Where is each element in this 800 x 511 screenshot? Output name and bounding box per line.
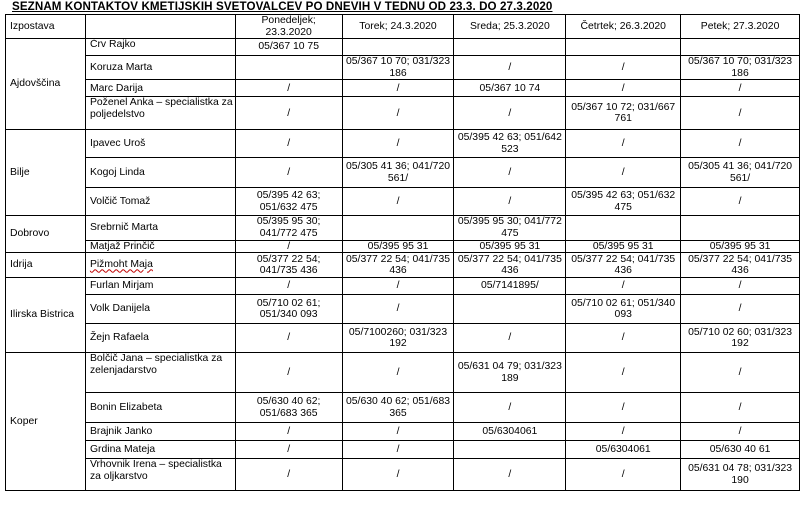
contact-cell: / [235, 353, 342, 393]
contact-cell: / [566, 80, 681, 97]
page-title: SEZNAM KONTAKTOV KMETIJSKIH SVETOVALCEV PO DNEVIH V TEDNU OD 23.3. DO 27.3.2020 [12, 0, 553, 13]
advisor-name: Kogoj Linda [85, 158, 235, 188]
contact-cell: / [454, 393, 566, 423]
advisor-name [85, 253, 235, 278]
header-day: Petek; 27.3.2020 [681, 15, 800, 39]
contact-cell: / [681, 97, 800, 130]
contact-cell: / [681, 423, 800, 441]
contact-cell: / [235, 441, 342, 459]
table-row [6, 80, 800, 97]
contact-cell: / [342, 459, 454, 491]
advisor-name: Črv Rajko [85, 39, 235, 56]
table-row [6, 278, 800, 295]
advisor-name: Grdina Mateja [85, 441, 235, 459]
contact-cell: 05/377 22 54; 041/735 436 [454, 253, 566, 278]
contact-cell: / [566, 130, 681, 158]
header-office: Izpostava [6, 15, 86, 39]
office-cell: Idrija [6, 253, 86, 278]
advisor-name: Matjaž Prinčič [85, 240, 235, 253]
contact-cell: 05/630 40 62; 051/683 365 [342, 393, 454, 423]
table-row [6, 253, 800, 278]
contact-cell [566, 216, 681, 240]
contact-cell: / [342, 188, 454, 216]
contact-cell: 05/367 10 70; 031/323 186 [681, 56, 800, 80]
contact-cell: / [235, 423, 342, 441]
office-cell: Bilje [6, 130, 86, 216]
contact-cell: 05/395 95 31 [342, 240, 454, 253]
contact-cell: / [681, 353, 800, 393]
contact-cell: 05/367 10 70; 031/323 186 [342, 56, 454, 80]
advisor-name: Volk Danijela [85, 295, 235, 324]
table-row [6, 39, 800, 56]
contact-cell: 05/377 22 54; 041/735 436 [342, 253, 454, 278]
table-row [6, 441, 800, 459]
contact-cell: / [342, 353, 454, 393]
contact-cell: / [566, 56, 681, 80]
contact-cell: 05/367 10 75 [235, 39, 342, 56]
contact-cell: / [235, 278, 342, 295]
table-row [6, 295, 800, 324]
contact-cell: 05/7141895/ [454, 278, 566, 295]
table-row [6, 393, 800, 423]
advisor-name: Furlan Mirjam [85, 278, 235, 295]
header-day: Sreda; 25.3.2020 [454, 15, 566, 39]
contact-cell: 05/630 40 61 [681, 441, 800, 459]
header-day: Ponedeljek; 23.3.2020 [235, 15, 342, 39]
advisor-name: Poženel Anka – specialistka za poljedelstvo [85, 97, 235, 130]
contact-cell: / [342, 295, 454, 324]
contact-cell: 05/631 04 79; 031/323 189 [454, 353, 566, 393]
contact-cell: / [342, 130, 454, 158]
table-row [6, 188, 800, 216]
contact-cell: / [566, 278, 681, 295]
table-row [6, 158, 800, 188]
contact-cell: 05/395 42 63; 051/632 475 [566, 188, 681, 216]
advisor-name: Brajnik Janko [85, 423, 235, 441]
header-name [85, 15, 235, 39]
contact-cell: / [681, 80, 800, 97]
contact-cell: 05/377 22 54; 041/735 436 [566, 253, 681, 278]
contact-cell: / [454, 324, 566, 353]
contact-cell: / [342, 80, 454, 97]
contact-cell: 05/6304061 [454, 423, 566, 441]
contact-cell: 05/367 10 74 [454, 80, 566, 97]
contact-cell: 05/630 40 62; 051/683 365 [235, 393, 342, 423]
contact-cell: 05/377 22 54; 041/735 436 [681, 253, 800, 278]
advisor-name: Bonin Elizabeta [85, 393, 235, 423]
contact-cell: / [235, 324, 342, 353]
table-row [6, 240, 800, 253]
contact-cell [454, 39, 566, 56]
table-row [6, 97, 800, 130]
table-row [6, 459, 800, 491]
contact-cell: / [566, 423, 681, 441]
contact-cell: 05/631 04 78; 031/323 190 [681, 459, 800, 491]
contacts-table [5, 14, 800, 491]
advisor-name: Bolčič Jana – specialistka za zelenjadarstvo [85, 353, 235, 393]
contact-cell: / [681, 130, 800, 158]
contact-cell: / [235, 158, 342, 188]
office-cell: Ajdovščina [6, 39, 86, 130]
contact-cell: 05/395 95 31 [566, 240, 681, 253]
contact-cell: / [454, 56, 566, 80]
office-cell: Dobrovo [6, 216, 86, 253]
advisor-name: Ipavec Uroš [85, 130, 235, 158]
contact-cell [454, 441, 566, 459]
table-row [6, 353, 800, 393]
contact-cell: 05/710 02 60; 031/323 192 [681, 324, 800, 353]
contact-cell: / [342, 441, 454, 459]
advisor-name: Volčič Tomaž [85, 188, 235, 216]
contact-cell: / [566, 459, 681, 491]
contact-cell: / [454, 188, 566, 216]
contact-cell [681, 39, 800, 56]
contact-cell: / [681, 188, 800, 216]
table-header-row [6, 15, 800, 39]
contact-cell: / [454, 459, 566, 491]
contact-cell: / [454, 158, 566, 188]
contact-cell: 05/710 02 61; 051/340 093 [566, 295, 681, 324]
contact-cell: / [566, 393, 681, 423]
office-cell: Koper [6, 353, 86, 491]
contact-cell: 05/6304061 [566, 441, 681, 459]
contact-cell: 05/7100260; 031/323 192 [342, 324, 454, 353]
office-cell: Ilirska Bistrica [6, 278, 86, 353]
contact-cell: 05/305 41 36; 041/720 561/ [342, 158, 454, 188]
header-day: Torek; 24.3.2020 [342, 15, 454, 39]
contact-cell: 05/395 42 63; 051/642 523 [454, 130, 566, 158]
contact-cell: / [235, 80, 342, 97]
advisor-name: Žejn Rafaela [85, 324, 235, 353]
contact-cell: 05/395 95 31 [454, 240, 566, 253]
contact-cell: / [235, 130, 342, 158]
contact-cell: / [566, 158, 681, 188]
contact-cell: / [566, 353, 681, 393]
contact-cell [566, 39, 681, 56]
header-day: Četrtek; 26.3.2020 [566, 15, 681, 39]
contact-cell: / [681, 295, 800, 324]
table-row [6, 130, 800, 158]
contact-cell: / [681, 278, 800, 295]
contact-cell: 05/367 10 72; 031/667 761 [566, 97, 681, 130]
contact-cell [342, 216, 454, 240]
contact-cell [342, 39, 454, 56]
advisor-name: Srebrnič Marta [85, 216, 235, 240]
contact-cell: 05/710 02 61; 051/340 093 [235, 295, 342, 324]
contact-cell: 05/395 95 30; 041/772 475 [454, 216, 566, 240]
contact-cell: 05/305 41 36; 041/720 561/ [681, 158, 800, 188]
advisor-name-text: Pižmoht Maja [89, 259, 153, 271]
table-row [6, 216, 800, 240]
contact-cell: / [681, 393, 800, 423]
contact-cell [681, 216, 800, 240]
contact-cell: 05/395 95 30; 041/772 475 [235, 216, 342, 240]
contact-cell: 05/395 42 63; 051/632 475 [235, 188, 342, 216]
table-row [6, 56, 800, 80]
advisor-name: Marc Darija [85, 80, 235, 97]
contact-cell [235, 56, 342, 80]
contact-cell [454, 295, 566, 324]
advisor-name: Vrhovnik Irena – specialistka za oljkarstvo [85, 459, 235, 491]
contact-cell: / [342, 278, 454, 295]
contact-cell: / [566, 324, 681, 353]
contact-cell: / [235, 459, 342, 491]
contact-cell: / [342, 423, 454, 441]
contact-cell: / [235, 97, 342, 130]
contact-cell: 05/395 95 31 [681, 240, 800, 253]
table-row [6, 423, 800, 441]
contact-cell: / [235, 240, 342, 253]
contact-cell: 05/377 22 54; 041/735 436 [235, 253, 342, 278]
advisor-name: Koruza Marta [85, 56, 235, 80]
contact-cell: / [342, 97, 454, 130]
table-row [6, 324, 800, 353]
contact-cell: / [454, 97, 566, 130]
